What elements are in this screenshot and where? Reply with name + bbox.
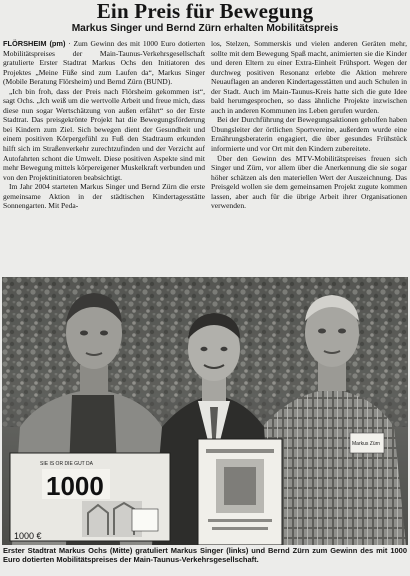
article-column-right [211,39,407,275]
article-photo [2,277,408,545]
article-paragraph: Bei der Durchführung der Bewegungsaktionen geholfen haben Übungsleiter der örtlichen Sportvereine, außerdem wurde eine Ernährungsberaterin engagiert, die über gesundes Frühstück informierte und vor Ort mit den Kindern zubereitete. [211,115,407,154]
cheque-header: SIE IS OR DIE GUT DA [40,461,93,467]
paragraph-text: · Zum Gewinn des mit 1000 Euro dotierten Mobilitätspreises der Main-Taunus-Verkehrsgesellschaft gratulierte Erster Stadtrat Markus Ochs den Initiatoren des Projektes „Meine Füße sind zum Laufen da“, Markus Singer (Mobile Beratung Flörsheim) und Bernd Zürn (BUND). [3,39,205,87]
article-paragraph: los, Stelzen, Sommerskis und vielen anderen Geräten mehr, sollte mit dem Bewegung Spaß macht, animierten sie die Kinder und deren Eltern zu einer Extra-Einheit Frühsport. Wegen der durchweg positiven Resonanz erlebte die Aktion mehrere Neuauflagen an anderen Kindertagesstätten und auch Schulen in der Stadt. Auch im Main-Taunus-Kreis hatte sich die gute Idee bald herumgesprochen, so dass ähnliche Projekte inzwischen auch in anderen Kommunen ins Leben gerufen wurden. [211,39,407,115]
article-paragraph: Im Jahr 2004 starteten Markus Singer und Bernd Zürn die erste gemeinsame Aktion in der städtischen Kindertagesstätte Sonnengarten. Mit Peda- [3,182,205,211]
subheadline: Markus Singer und Bernd Zürn erhalten Mobilitätspreis [71,23,339,34]
article-paragraph: „Ich bin froh, dass der Preis nach Flörsheim gekommen ist“, sagt Ochs. „Ich weiß um die wertvolle Arbeit und freue mich, dass diese nun sogar Wertschätzung von außen erfährt“ so der Erste Stadtrat. Das preisgekrönte Projekt hat die Bewegungsförderung bei Kindern zum Ziel. Sich bewegen dient der Gesundheit und einem positiven Körpergefühl zu Fuß den Stadtraum erkunden hilft sich im Straßenverkehr zurechtzufinden und der Verzicht auf Autofahrten schont die Umwelt. Diese positiven Aspekte sind mit mehr Bewegung mittels körpereigener Muskelkraft verbunden und von den Projektinitiatoren beabsichtigt. [3,86,205,182]
dateline: FLÖRSHEIM (pm) [3,39,66,48]
article-paragraph: Über den Gewinn des MTV-Mobilitätspreises freuen sich Singer und Zürn, vor allem über die Anerkennung die sie sogar höher schätzen als den materiellen Wert der Auszeichnung. Das Preisgeld wollen sie dem gemeinsamen Projekt zugute kommen lassen, aber auch für die übrige Arbeit ihrer Organisationen verwenden. [211,153,407,211]
photo-scene [2,277,408,545]
cheque-board [10,453,170,541]
cheque-amount: 1000 [46,471,104,501]
headline: Ein Preis für Bewegung [96,0,314,23]
certificate [198,439,282,545]
cheque-amount-small: 1000 € [14,531,42,541]
name-badge [350,433,384,453]
article-column-left [3,39,205,275]
article-paragraph [3,39,205,87]
name-badge-text: Markus Zürn [352,441,381,447]
photo-caption: Erster Stadtrat Markus Ochs (Mitte) gratuliert Markus Singer (links) und Bernd Zürn zum Gewinn des mit 1000 Euro dotierten Mobilitätspreises der Main-Taunus-Verkehrsgesellschaft. [3,546,407,565]
